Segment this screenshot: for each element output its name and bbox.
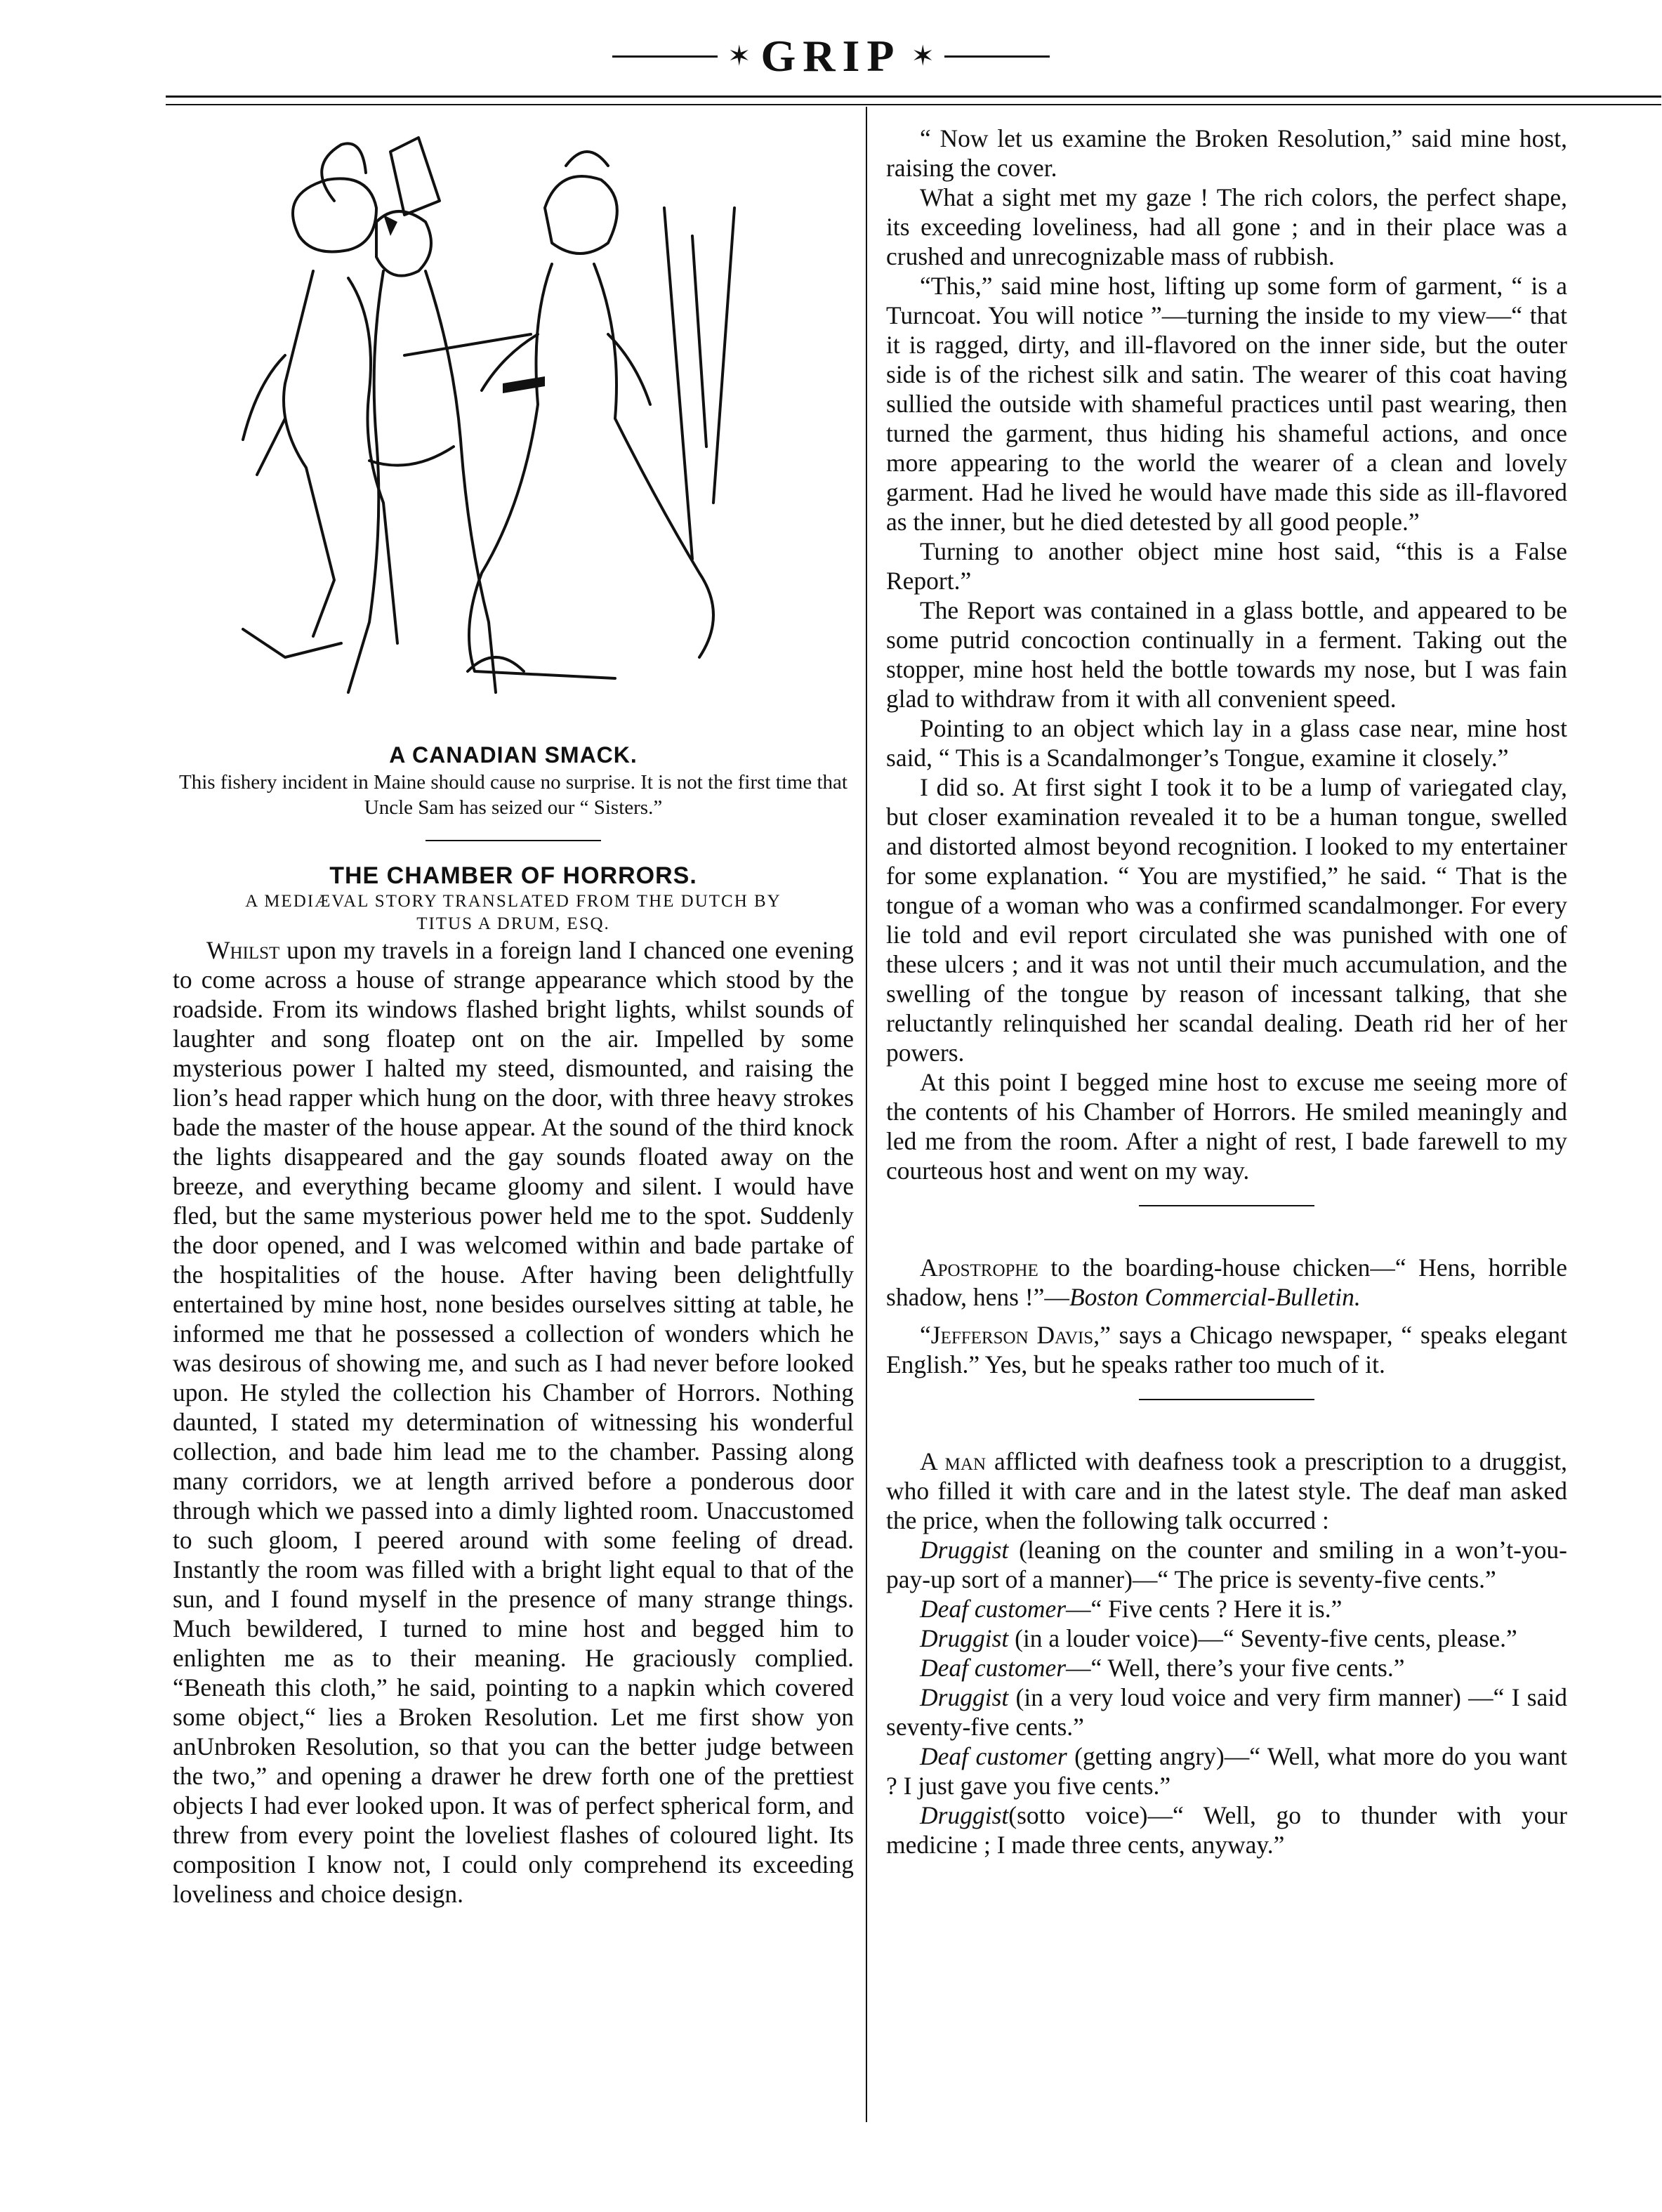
dialogue-text: (leaning on the counter and smiling in a won’t-you-pay-up sort of a manner)—“ The price is seventy-five cents.” — [886, 1536, 1567, 1593]
story-paragraph-9: At this point I begged mine host to excuse me seeing more of the contents of his Chamber of Horrors. He smiled meaningly and led me from the room. After a night of rest, I bade farewell to my courteous host and went on my way. — [886, 1068, 1567, 1185]
masthead-title: GRIP — [760, 31, 902, 81]
star-ornament-icon: ✶ — [727, 40, 751, 72]
squib-apostrophe — [886, 1253, 1567, 1312]
dialogue-speaker: Druggist — [920, 1536, 1009, 1564]
header-rule-thin — [166, 104, 1661, 105]
squib-apostrophe-text: to the boarding-house chicken—“ Hens, horrible shadow, hens !”— — [886, 1253, 1567, 1311]
column-divider — [866, 107, 867, 2122]
dialogue-speaker: Druggist — [920, 1801, 1009, 1829]
story-paragraph-1 — [173, 935, 854, 1909]
squib-apostrophe-lead: Apostrophe — [920, 1253, 1038, 1282]
druggist-intro-lead: A man — [920, 1447, 987, 1475]
cartoon-caption-text: This fishery incident in Maine should cause no surprise. It is not the first time that Uncle Sam has seized our “ Sisters.” — [179, 771, 848, 819]
story-title: THE CHAMBER OF HORRORS. — [329, 862, 697, 889]
masthead — [0, 28, 1662, 84]
dialogue-line — [886, 1535, 1567, 1594]
dialogue-line — [886, 1742, 1567, 1800]
story-paragraph-1-text: upon my travels in a foreign land I chanced one evening to come across a house of strange appearance which stood by the roadside. From its windows flashed bright lights, whilst sounds of laughter and song floatep ont on the air. Impelled by some mysterious power I halted my steed, dismounted, and raising the lion’s head rapper which hung on the door, with three heavy strokes bade the master of the house appear. At the sound of the third knock the lights disappeared and the gay sounds floated away on the breeze, and everything became gloomy and silent. I would have fled, but the same mysterious power held me to the spot. Suddenly the door opened, and I was welcomed within and bade partake of the hospitalities of the house. After having been delightfully entertained by mine host, none besides ourselves sitting at table, he informed me that he possessed a collection of wonders which he was desirous of showing me, and such as I had never before looked upon. He styled the collection his Chamber of Horrors. Nothing daunted, I stated my determination of witnessing his wonderful collection, and bade him lead me to the chamber. Passing along many corridors, we at length arrived before a ponderous door through which we passed into a dimly lighted room. Unaccustomed to such gloom, I peered around with some feeling of dread. Instantly the room was filled with a bright light equal to that of the sun, and I found myself in the presence of many strange things. Much bewildered, I turned to mine host and begged him to enlighten me as to their meaning. He graciously complied. “Beneath this cloth,” he said, pointing to a napkin which covered some object,“ lies a Broken Resolution. Let me first show yon anUnbroken Resolution, so that you can the better judge between the two,” and opening a drawer he drew forth one of the prettiest objects I had ever looked upon. It was of perfect spherical form, and threw from every point the loveliest flashes of coloured light. Its composition I know not, I could only comprehend its exceeding loveliness and choice design. — [173, 936, 854, 1908]
dialogue-text: (in a louder voice)—“ Seventy-five cents, please.” — [1008, 1624, 1517, 1652]
dialogue-line — [886, 1800, 1567, 1859]
story-paragraph-7: Pointing to an object which lay in a glass case near, mine host said, “ This is a Scandalmonger’s Tongue, examine it closely.” — [886, 714, 1567, 772]
dialogue-speaker: Deaf customer — [920, 1595, 1067, 1623]
star-ornament-icon: ✶ — [911, 40, 935, 72]
druggist-intro — [886, 1447, 1567, 1535]
squib-davis — [886, 1320, 1567, 1379]
dialogue-text: (in a very loud voice and very firm manner) —“ I said seventy-five cents.” — [886, 1683, 1567, 1741]
squib-davis-text: says a Chicago newspaper, “ speaks elegant English.” Yes, but he speaks rather too much of it. — [886, 1321, 1567, 1378]
story-subtitle-line2: TITUS A DRUM, ESQ. — [416, 914, 610, 933]
dialogue-speaker: Druggist — [920, 1683, 1009, 1711]
squib-davis-lead: “Jefferson Davis,” — [920, 1321, 1111, 1349]
story-paragraph-4: “This,” said mine host, lifting up some form of garment, “ is a Turncoat. You will notice ”—turning the inside to my view—“ that it is ragged, dirty, and ill-flavored on the inner side, but the outer side is of the richest silk and satin. The wearer of this coat having sullied the outside with shameful practices until past wearing, then turned the garment, thus hiding his shameful actions, and once more appearing to the world the wearer of a clean and lovely garment. Had he lived he would have made this side as ill-flavored as the inner, but he died detested by all good people.” — [886, 272, 1567, 536]
masthead-rule-left — [612, 55, 718, 58]
masthead-rule-right — [944, 55, 1050, 58]
left-column — [173, 124, 854, 1909]
story-lead-word: Whilst — [206, 936, 280, 964]
dialogue-speaker: Deaf customer — [920, 1742, 1067, 1770]
separator-rule — [426, 840, 601, 841]
dialogue-line — [886, 1653, 1567, 1683]
cartoon-caption-title: A CANADIAN SMACK. — [389, 742, 638, 768]
dialogue-text: —“ Five cents ? Here it is.” — [1066, 1595, 1343, 1623]
story-paragraph-6: The Report was contained in a glass bottle, and appeared to be some putrid concoction continually in a ferment. Taking out the stopper, mine host held the bottle towards my nose, but I was fain glad to withdraw from it with all convenient speed. — [886, 596, 1567, 713]
story-paragraph-3: What a sight met my gaze ! The rich colors, the perfect shape, its exceeding loveliness, had all gone ; and in their place was a crushed and unrecognizable mass of rubbish. — [886, 183, 1567, 270]
dialogue-text: —“ Well, there’s your five cents.” — [1066, 1654, 1405, 1682]
dialogue-speaker: Druggist — [920, 1624, 1009, 1652]
story-subtitle — [173, 890, 854, 935]
header-rule — [166, 96, 1661, 98]
dialogue-text: (getting angry)—“ Well, what more do you want ? I just gave you five cents.” — [886, 1742, 1567, 1800]
dialogue-speaker: Deaf customer — [920, 1654, 1067, 1682]
druggist-intro-text: afflicted with deafness took a prescription to a druggist, who filled it with care and in the latest style. The deaf man asked the price, when the following talk occurred : — [886, 1447, 1567, 1534]
separator-rule — [1139, 1399, 1314, 1400]
dialogue-text: (sotto voice)—“ Well, go to thunder with your medicine ; I made three cents, anyway.” — [886, 1801, 1567, 1859]
story-paragraph-8: I did so. At first sight I took it to be a lump of variegated clay, but closer examination revealed it to be a human tongue, swelled and distorted almost beyond recognition. I looked to my entertainer for some explanation. “ You are mystified,” he said. “ That is the tongue of a woman who was a confirmed scandalmonger. For every lie told and evil report circulated she was punished with one of these ulcers ; and it was not until their much accumulation, and the swelling of the tongue by reason of incessant talking, that she reluctantly relinquished her scandal dealing. Death rid her of her powers. — [886, 773, 1567, 1067]
story-paragraph-2: “ Now let us examine the Broken Resolution,” said mine host, raising the cover. — [886, 124, 1567, 182]
dialogue-line — [886, 1624, 1567, 1653]
story-paragraph-5: Turning to another object mine host said, “this is a False Report.” — [886, 537, 1567, 595]
dialogue-line — [886, 1683, 1567, 1742]
story-subtitle-line1: A MEDIÆVAL STORY TRANSLATED FROM THE DUTCH BY — [245, 892, 781, 911]
separator-rule — [1139, 1205, 1314, 1206]
squib-apostrophe-source: Boston Commercial-Bulletin. — [1069, 1283, 1361, 1311]
dialogue-line — [886, 1594, 1567, 1624]
right-column — [886, 124, 1567, 1859]
cartoon-illustration — [173, 124, 854, 728]
